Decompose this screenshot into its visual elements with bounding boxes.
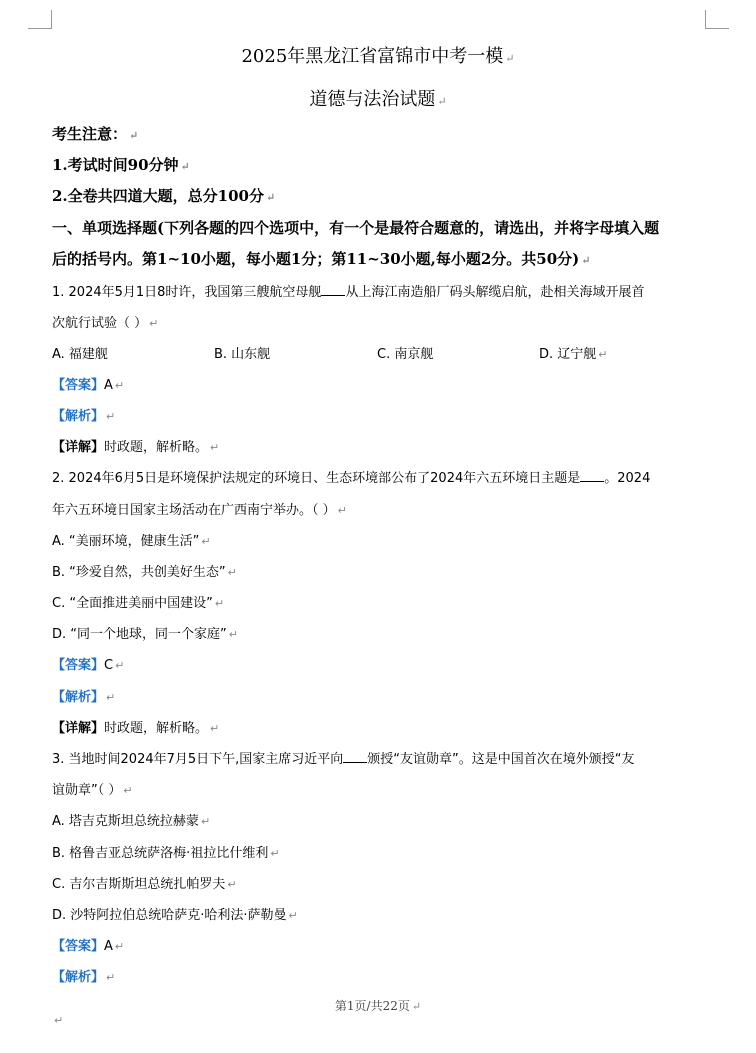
- option-b: B. “珍爱自然，共创美好生态” ↵: [52, 565, 237, 580]
- analysis-line: 【解析】 ↵: [52, 409, 116, 424]
- option-b: B. 山东舰: [214, 347, 271, 362]
- detail-line: 【详解】时政题，解析略。 ↵: [52, 440, 220, 455]
- analysis-line: 【解析】 ↵: [52, 970, 116, 985]
- question-text: 谊勋章”（ ） ↵: [52, 783, 133, 798]
- notice-item: 1.考试时间90分钟 ↵: [52, 156, 190, 174]
- option-c: C. “全面推进美丽中国建设” ↵: [52, 596, 225, 611]
- document-title: 2025年黑龙江省富锦市中考一模 ↵: [241, 46, 515, 67]
- option-c: C. 吉尔吉斯斯坦总统扎帕罗夫 ↵: [52, 877, 237, 892]
- page-footer: 第1页/共22页 ↵: [334, 999, 422, 1013]
- question-text: 1. 2024年5月1日8时许，我国第三艘航空母舰 从上海江南造船厂码头解缆启航，赴相关海域开展首: [52, 285, 645, 300]
- corner-mark-top-right: [705, 10, 706, 28]
- section-heading: 一、单项选择题(下列各题的四个选项中，有一个是最符合题意的，请选出，并将字母填入题: [52, 219, 660, 237]
- option-a: A. 塔吉克斯坦总统拉赫蒙 ↵: [52, 814, 211, 829]
- answer-blank: [321, 283, 345, 296]
- paragraph-mark: ↵: [54, 1014, 64, 1027]
- notice-item: 2.全卷共四道大题，总分100分 ↵: [52, 187, 276, 205]
- section-heading: 后的括号内。第1~10小题，每小题1分；第11~30小题,每小题2分。共50分) ↵: [52, 250, 591, 268]
- corner-mark-top-right: [705, 28, 729, 29]
- option-d: D. “同一个地球，同一个家庭” ↵: [52, 627, 238, 642]
- detail-line: 【详解】时政题，解析略。 ↵: [52, 721, 220, 736]
- corner-mark-top-left: [28, 28, 52, 29]
- question-text: 次航行试验（ ） ↵: [52, 316, 159, 331]
- question-text: 年六五环境日国家主场活动在广西南宁举办。（ ） ↵: [52, 503, 347, 518]
- answer-blank: [343, 750, 367, 763]
- notice-heading: 考生注意： ↵: [52, 125, 139, 143]
- option-b: B. 格鲁吉亚总统萨洛梅·祖拉比什维利 ↵: [52, 846, 280, 861]
- document-subtitle: 道德与法治试题 ↵: [309, 89, 447, 110]
- option-d: D. 辽宁舰 ↵: [539, 347, 608, 362]
- option-c: C. 南京舰: [377, 347, 434, 362]
- answer-line: 【答案】A ↵: [52, 378, 125, 393]
- answer-line: 【答案】C ↵: [52, 658, 125, 673]
- option-a: A. “美丽环境，健康生活” ↵: [52, 534, 211, 549]
- corner-mark-top-left: [51, 10, 52, 28]
- option-a: A. 福建舰: [52, 347, 108, 362]
- option-d: D. 沙特阿拉伯总统哈萨克·哈利法·萨勒曼 ↵: [52, 908, 298, 923]
- analysis-line: 【解析】 ↵: [52, 690, 116, 705]
- question-text: 2. 2024年6月5日是环境保护法规定的环境日、生态环境部公布了2024年六五环境日主题是 。2024: [52, 471, 651, 486]
- answer-blank: [580, 469, 604, 482]
- question-text: 3. 当地时间2024年7月5日下午,国家主席习近平向 颁授“友谊勋章”。这是中国首次在境外颁授“友: [52, 752, 635, 767]
- answer-line: 【答案】A ↵: [52, 939, 125, 954]
